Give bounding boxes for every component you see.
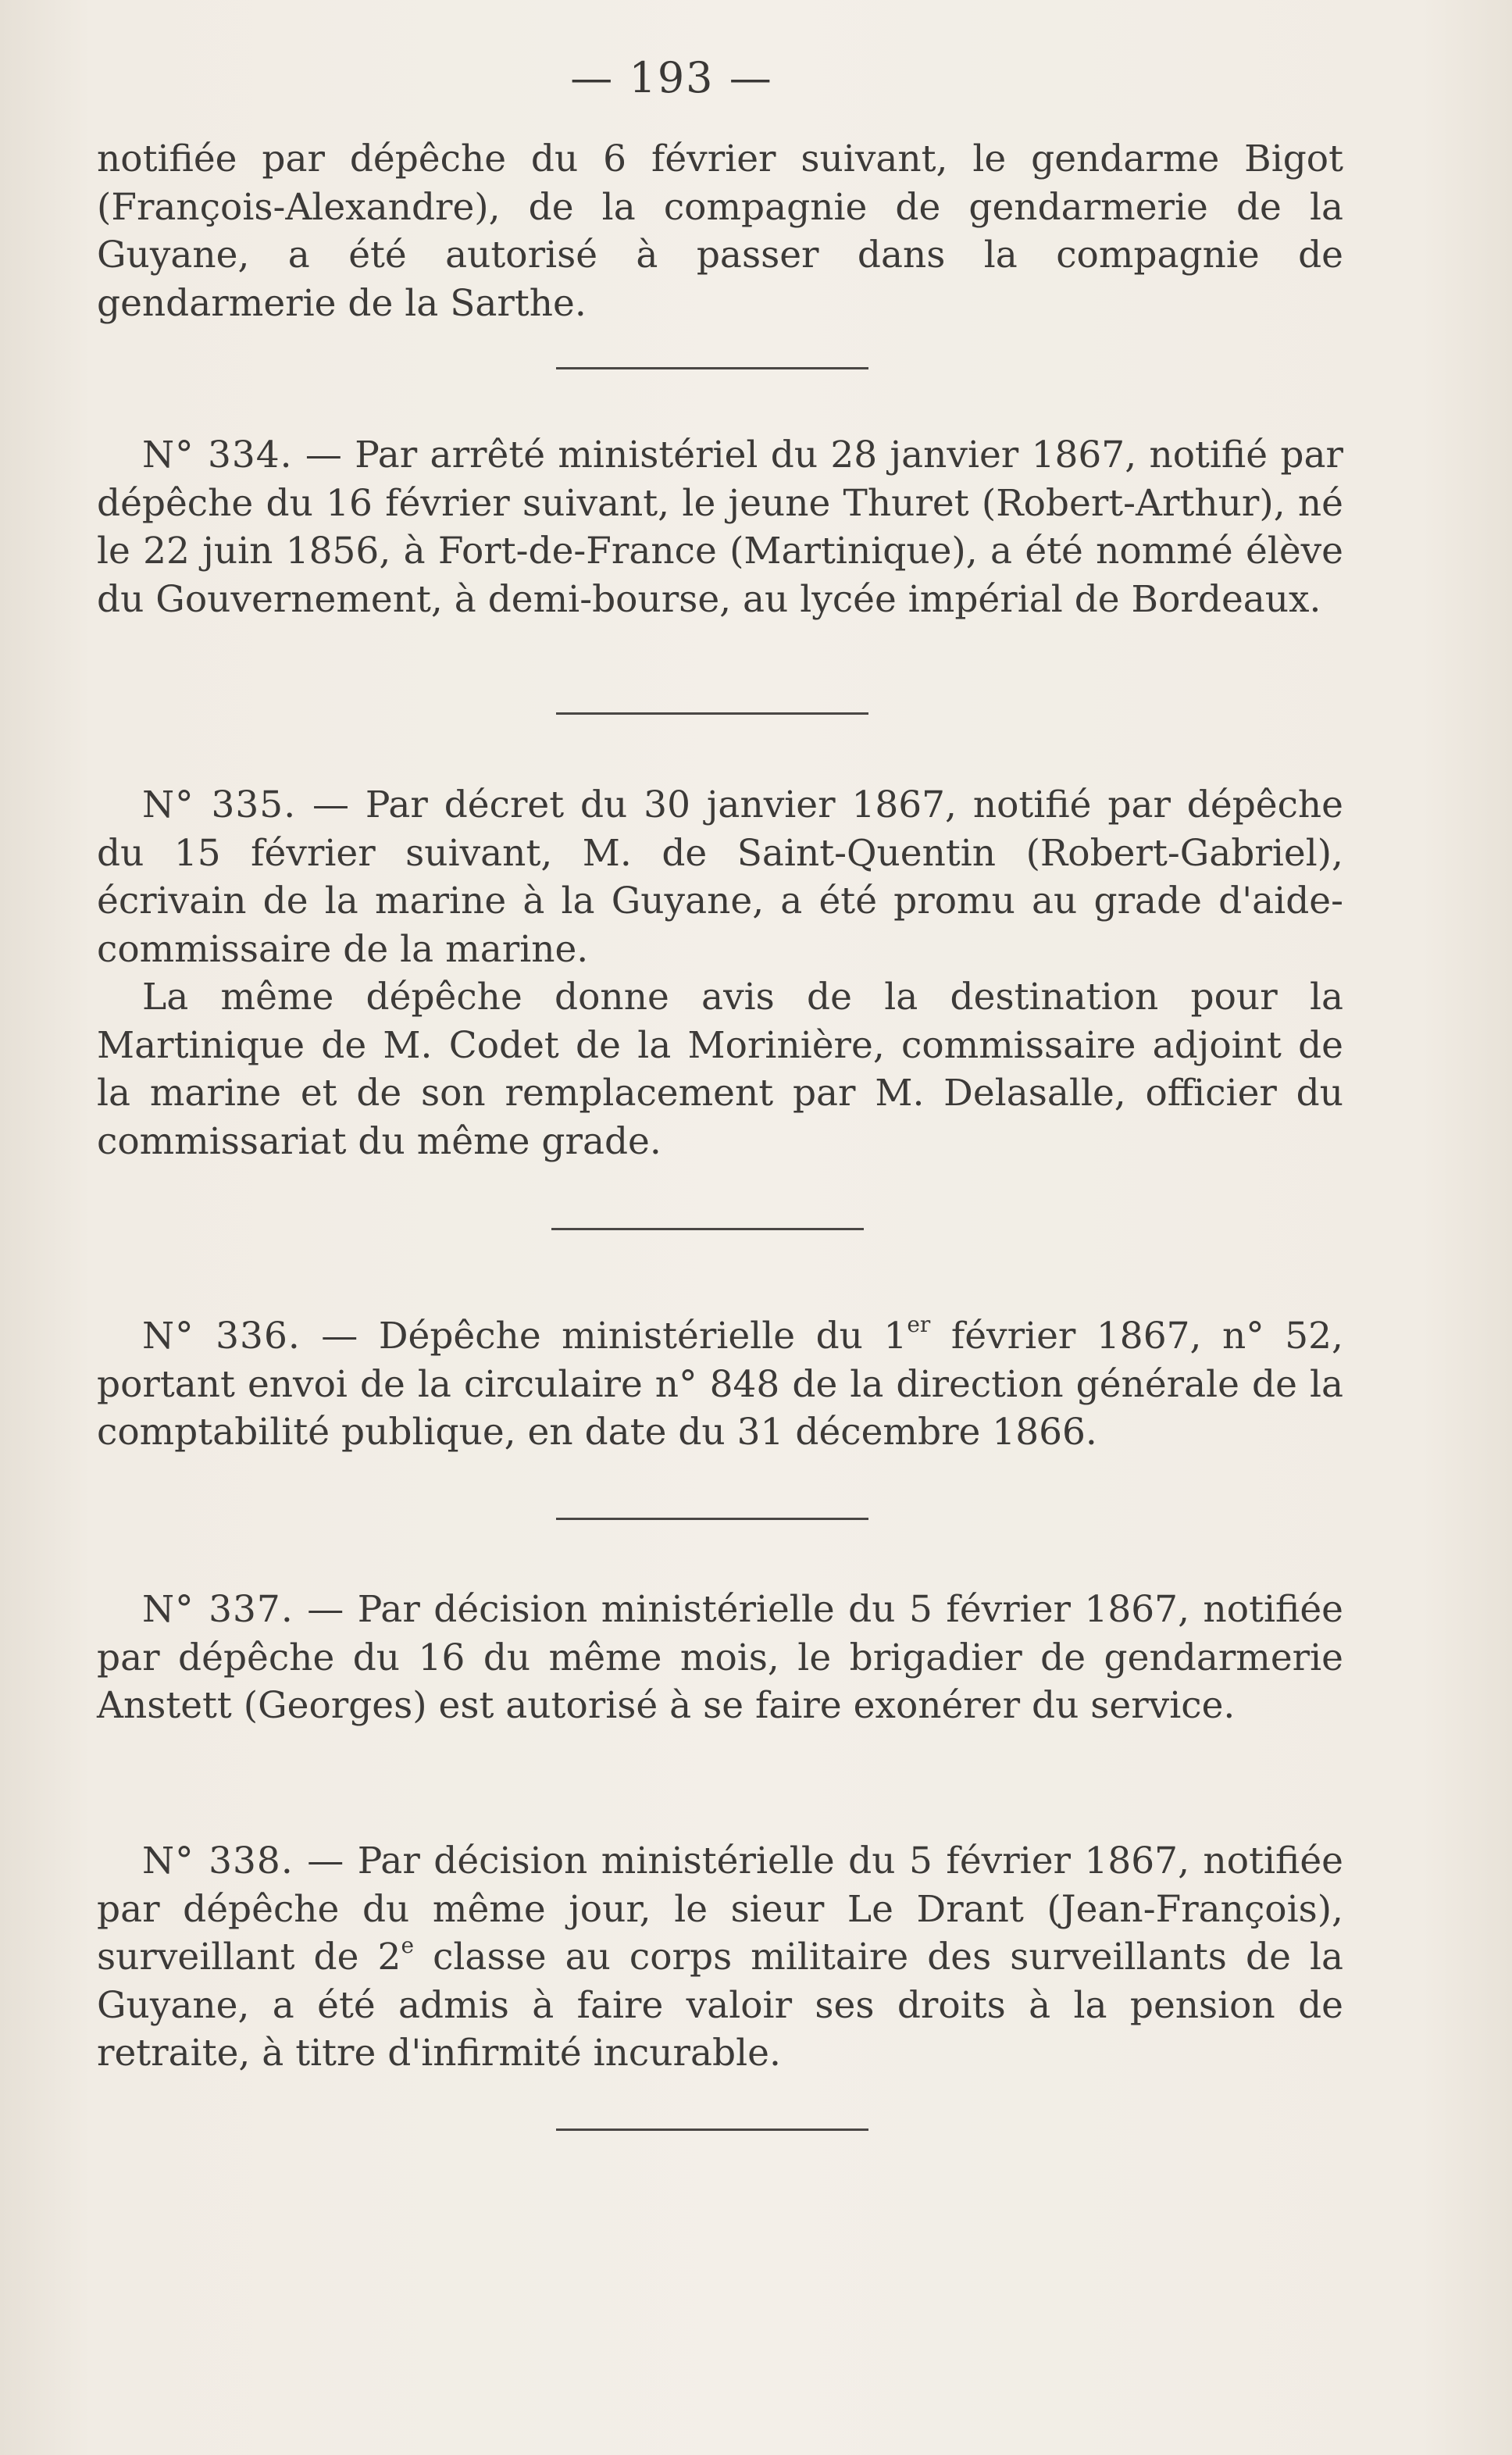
separator-rule <box>556 2128 868 2131</box>
entry-text: — Par décret du 30 janvier 1867, notifié par dépêche du 15 février suivant, M. de Saint-Quentin (Robert-Gabriel), écrivain de la marine à la Guyane, a été promu au grade d'aide-commissaire de la marine. <box>97 783 1343 971</box>
separator-rule <box>556 712 868 715</box>
page-number: — 193 — <box>570 53 773 102</box>
entry-336 <box>97 1312 1343 1457</box>
entry-text: — Par décision ministérielle du 5 février 1867, notifiée par dépêche du 16 du même mois, le brigadier de gendarmerie Anstett (Georges) est autorisé à se faire exonérer du service. <box>97 1588 1343 1727</box>
entry-335 <box>97 781 1343 1165</box>
entry-paragraph <box>97 1586 1343 1730</box>
entry-text: — Par décision ministérielle du 5 février 1867, notifiée par dépêche du même jour, le sieur Le Drant (Jean-François), surveillant de 2 <box>97 1839 1343 1979</box>
entry-paragraph <box>97 1837 1343 2078</box>
entry-number: N° 338. <box>142 1839 294 1882</box>
entry-text: février 1867, n° 52, portant envoi de la circulaire n° 848 de la direction générale de la comptabilité publique, en date du 31 décembre 1866. <box>97 1315 1343 1454</box>
entry-338 <box>97 1837 1343 2078</box>
entry-text: — Par arrêté ministériel du 28 janvier 1867, notifié par dépêche du 16 février suivant, le jeune Thuret (Robert-Arthur), né le 22 juin 1856, à Fort-de-France (Martinique), a été nommé élève du Gouvernement, à demi-bourse, au lycée impérial de Bordeaux. <box>97 434 1343 621</box>
entry-paragraph-extra: La même dépêche donne avis de la destination pour la Martinique de M. Codet de la Morinière, commissaire adjoint de la marine et de son remplacement par M. Delasalle, officier du commissariat du même grade. <box>97 976 1343 1163</box>
paragraph-continuation <box>97 135 1343 327</box>
entry-number: N° 337. <box>142 1588 294 1631</box>
entry-paragraph <box>97 1312 1343 1457</box>
entry-337 <box>97 1586 1343 1730</box>
entry-334 <box>97 431 1343 623</box>
entry-text: classe au corps militaire des surveillants de la Guyane, a été admis à faire valoir ses droits à la pension de retraite, à titre d'infirmité incurable. <box>97 1936 1343 2075</box>
entry-paragraph <box>97 781 1343 973</box>
entry-number: N° 334. <box>142 434 293 476</box>
entry-number: N° 335. <box>142 783 297 826</box>
separator-rule <box>556 367 868 369</box>
separator-rule <box>551 1228 864 1230</box>
entry-text: — Dépêche ministérielle du 1 <box>300 1315 908 1358</box>
superscript: er <box>907 1311 931 1338</box>
superscript: e <box>401 1932 415 1959</box>
entry-number: N° 336. <box>142 1315 301 1358</box>
separator-rule <box>556 1518 868 1520</box>
paragraph-text: notifiée par dépêche du 6 février suivant, le gendarme Bigot (François-Alexandre), de la compagnie de gendarmerie de la Guyane, a été autorisé à passer dans la compagnie de gendarmerie de la Sarthe. <box>97 137 1343 325</box>
entry-paragraph <box>97 431 1343 623</box>
